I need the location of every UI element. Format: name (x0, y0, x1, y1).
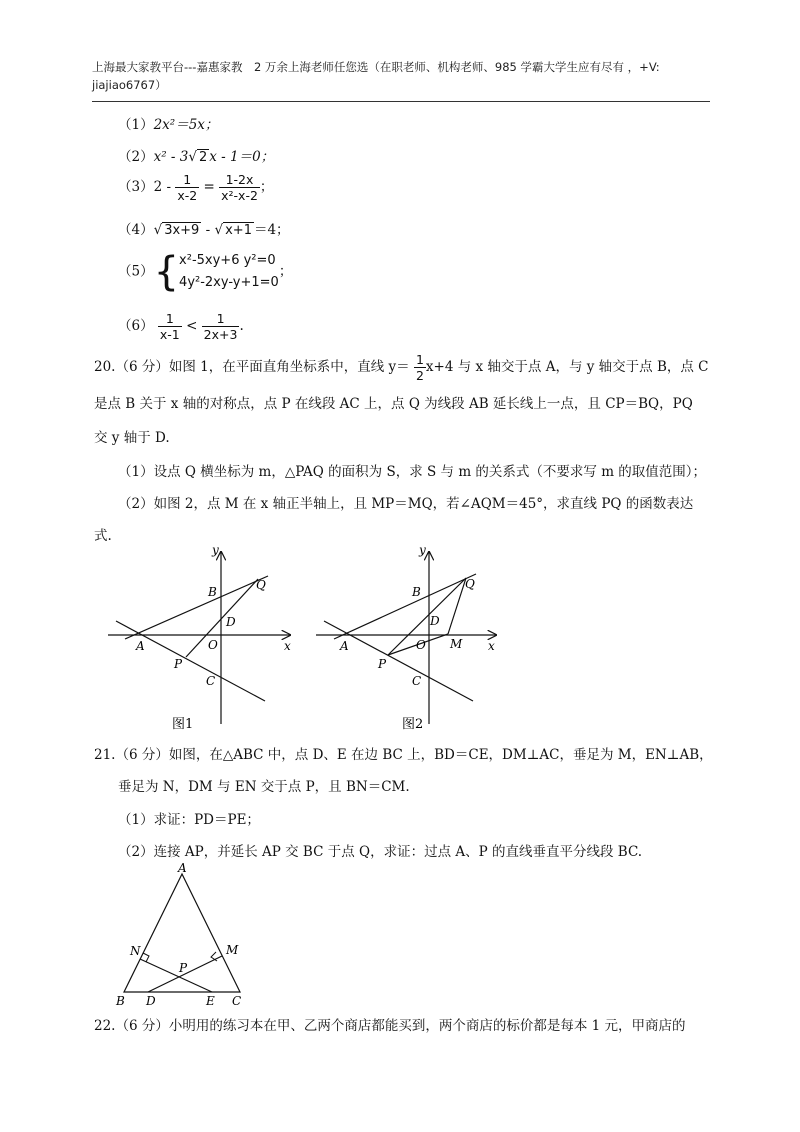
fraction: $\frac{1-2x}{\text{x²-x-2}}$ (221, 172, 258, 203)
equation-system (179, 250, 279, 294)
q19-part4 (118, 218, 290, 238)
q21-sub1: （1）求证：PD＝PE； (118, 812, 260, 828)
part-label: （4） (118, 222, 154, 238)
equals-sign: = (203, 179, 215, 195)
part-label: （2） (118, 149, 154, 165)
label-B: B (116, 994, 125, 1008)
figure-caption: 图1 (172, 717, 194, 732)
label-y: y (419, 546, 426, 557)
q20-line2: 是点 B 关于 x 轴的对称点，点 P 在线段 AC 上，点 Q 为线段 AB 延长线上一点，且 CP＝BQ，PQ (94, 396, 693, 412)
label-P: P (174, 657, 183, 671)
sqrt-sign: √ (153, 222, 163, 238)
q21-line2: 垂足为 N，DM 与 EN 交于点 P，且 BN＝CM. (118, 779, 410, 795)
punct: ； (259, 179, 274, 195)
label-D: D (226, 615, 236, 629)
label-M: M (226, 943, 239, 957)
label-D: D (146, 994, 156, 1008)
label-A: A (340, 639, 349, 653)
line-EN (140, 959, 212, 992)
label-E: E (206, 994, 215, 1008)
equation-part: x - 1＝0； (209, 149, 275, 165)
equation-part: x² - 3 (153, 149, 189, 165)
label-B: B (208, 585, 217, 599)
label-P: P (179, 961, 188, 975)
q19-part5 (118, 250, 292, 294)
label-A: A (178, 861, 187, 875)
label-C: C (232, 994, 242, 1008)
radicand: 3x+9 (164, 223, 200, 238)
figure-2 (316, 546, 506, 736)
label-C: C (412, 674, 422, 688)
line-AC (116, 621, 265, 701)
label-N: N (130, 944, 141, 958)
q19-part6 (118, 311, 244, 342)
q20-line6: 式. (94, 528, 112, 544)
figure-triangle (108, 860, 258, 1008)
label-C: C (206, 674, 216, 688)
radicand: 2 (198, 150, 208, 165)
part-label: （1） (118, 117, 154, 133)
label-O: O (416, 638, 426, 652)
q19-part1 (118, 113, 218, 133)
label-Q: Q (256, 578, 266, 592)
part-label: （5） (118, 263, 154, 280)
part-label: （6） (118, 318, 154, 334)
q20-line3: 交 y 轴于 D. (94, 430, 170, 446)
line-AQ (125, 576, 268, 639)
system-eq-1: x²-5xy+6 y²=0 (179, 253, 276, 268)
header-rule (92, 101, 710, 102)
q20-sub2: （2）如图 2，点 M 在 x 轴正半轴上，且 MP＝MQ，若∠AQM＝45°，求直线 PQ 的函数表达 (118, 496, 694, 512)
page-header: 上海最大家教平台---嘉惠家教 2 万余上海老师任您选（在职老师、机构老师、985 学霸大学生应有尽有 ，+V: jiajiao6767） (92, 60, 660, 92)
q19-part3 (118, 172, 273, 203)
text: 20.（6 分）如图 1，在平面直角坐标系中，直线 y＝ (94, 359, 410, 375)
label-A: A (136, 639, 145, 653)
figure-1 (108, 546, 304, 736)
q20-line1 (94, 352, 709, 383)
line-AC (324, 621, 473, 701)
label-x: x (284, 639, 291, 653)
equation-part: 2 - (153, 179, 172, 195)
label-x: x (488, 639, 495, 653)
equation: 2x²＝5x； (153, 117, 219, 133)
fraction: $\frac{1}{x-1}$ (159, 311, 180, 342)
q21-line1: 21.（6 分）如图，在△ABC 中，点 D、E 在边 BC 上，BD＝CE，DM⊥AC，垂足为 M，EN⊥AB， (94, 747, 713, 763)
label-y: y (212, 546, 219, 557)
left-brace: { (153, 249, 180, 295)
q19-part2 (118, 145, 274, 165)
text: x+4 与 x 轴交于点 A，与 y 轴交于点 B，点 C (425, 359, 709, 375)
label-O: O (208, 638, 218, 652)
figure-caption: 图2 (402, 717, 424, 732)
equation-part: ＝4； (253, 222, 290, 238)
sqrt-sign: √ (214, 222, 224, 238)
sqrt-sign: √ (188, 149, 197, 165)
punct: . (239, 318, 244, 334)
line-PQ (186, 579, 258, 657)
fraction: $\frac{1}{2}$ (415, 352, 424, 383)
fraction: $\frac{1}{2x+3}$ (203, 311, 238, 342)
minus-sign: - (205, 222, 211, 238)
fraction: $\frac{1}{x-2}$ (177, 172, 198, 203)
label-B: B (412, 585, 421, 599)
label-M: M (450, 637, 463, 651)
radicand: x+1 (225, 223, 252, 238)
system-eq-2: 4y²-2xy-y+1=0 (179, 275, 279, 290)
q21-sub2: （2）连接 AP，并延长 AP 交 BC 于点 Q，求证：过点 A、P 的直线垂直平分线段 BC. (118, 844, 643, 860)
q22-line1: 22.（6 分）小明用的练习本在甲、乙两个商店都能买到，两个商店的标价都是每本 1 元，甲商店的 (94, 1018, 686, 1034)
less-than-sign: < (186, 318, 198, 334)
part-label: （3） (118, 179, 154, 195)
label-Q: Q (465, 577, 475, 591)
q20-sub1: （1）设点 Q 横坐标为 m，△PAQ 的面积为 S，求 S 与 m 的关系式（不要求写 m 的取值范围）； (118, 464, 707, 480)
punct: ； (278, 263, 293, 280)
label-D: D (430, 614, 440, 628)
line-AQ (334, 574, 476, 639)
label-P: P (378, 657, 387, 671)
